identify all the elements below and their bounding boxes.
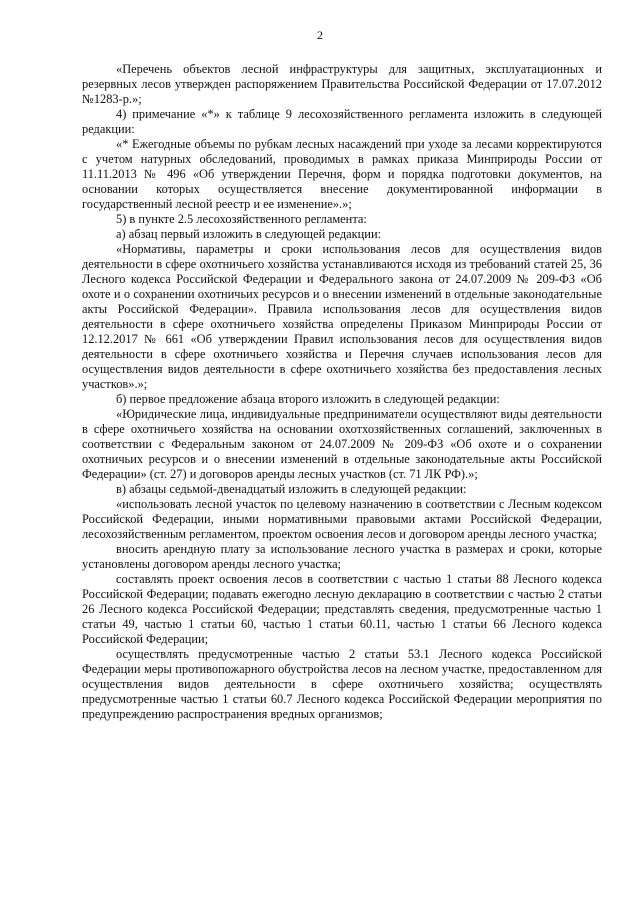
- paragraph: б) первое предложение абзаца второго изложить в следующей редакции:: [116, 392, 500, 406]
- paragraph: «Юридические лица, индивидуальные предприниматели осуществляют виды деятельности в сфере охотничьего хозяйства на основании охотхозяйственных соглашений, заключенных в соответствии с Федеральным законом от 24.07.2009 № 209-ФЗ «Об охоте и о сохранении охотничьих ресурсов и о внесении изменений в отдельные законодательные акты Российской Федерации» (ст. 27) и договоров аренды лесных участков (ст. 71 ЛК РФ).»;: [82, 407, 602, 481]
- paragraph: а) абзац первый изложить в следующей редакции:: [116, 227, 382, 241]
- page-number: 2: [317, 28, 323, 42]
- paragraph: осуществлять предусмотренные частью 2 статьи 53.1 Лесного кодекса Российской Федерации меры противопожарного обустройства лесов на лесном участке, предоставленном для осуществления видов деятельности в сфере охотничьего хозяйства; осуществлять предусмотренные частью 1 статьи 60.7 Лесного кодекса Российской Федерации мероприятия по предупреждению распространения вредных организмов;: [82, 647, 602, 721]
- paragraph: «использовать лесной участок по целевому назначению в соответствии с Лесным кодексом Российской Федерации, иными нормативными правовыми актами Российской Федерации, лесохозяйственным регламентом, проектом освоения лесов и договором аренды лесного участка;: [82, 497, 602, 541]
- paragraph: «* Ежегодные объемы по рубкам лесных насаждений при уходе за лесами корректируются с учетом натурных обследований, проводимых в рамках приказа Минприроды России от 11.11.2013 № 496 «Об утверждении Перечня, форм и порядка подготовки документов, на основании которых осуществляется внесение документированной информации в государственный лесной реестр и ее изменение».»;: [82, 137, 602, 211]
- paragraph: в) абзацы седьмой-двенадцатый изложить в следующей редакции:: [116, 482, 467, 496]
- paragraph: 5) в пункте 2.5 лесохозяйственного регламента:: [116, 212, 367, 226]
- paragraph: «Перечень объектов лесной инфраструктуры для защитных, эксплуатационных и резервных лесов утвержден распоряжением Правительства Российской Федерации от 17.07.2012 №1283-р.»;: [82, 62, 602, 106]
- paragraph: «Нормативы, параметры и сроки использования лесов для осуществления видов деятельности в сфере охотничьего хозяйства устанавливаются исходя из требований статей 25, 36 Лесного кодекса Российской Федерации и Федерального закона от 24.07.2009 № 209-ФЗ «Об охоте и о сохранении охотничьих ресурсов и о внесении изменений в отдельные законодательные акты Российской Федерации». Правила использования лесов для осуществления видов деятельности в сфере охотничьего хозяйства определены Приказом Минприроды России от 12.12.2017 № 661 «Об утверждении Правил использования лесов для осуществления видов деятельности в сфере охотничьего хозяйства и Перечня случаев использования лесов для осуществления видов деятельности в сфере охотничьего хозяйства без предоставления лесных участков».»;: [82, 242, 602, 391]
- paragraph: вносить арендную плату за использование лесного участка в размерах и сроки, которые установлены договором аренды лесного участка;: [82, 542, 602, 571]
- paragraph: составлять проект освоения лесов в соответствии с частью 1 статьи 88 Лесного кодекса Российской Федерации; подавать ежегодно лесную декларацию в соответствии с частью 2 статьи 26 Лесного кодекса Российской Федерации; представлять сведения, предусмотренные частью 1 статьи 49, частью 1 статьи 60, частью 1 статьи 60.11, частью 1 статьи 66 Лесного кодекса Российской Федерации;: [82, 572, 602, 646]
- document-body: [82, 62, 602, 722]
- paragraph: 4) примечание «*» к таблице 9 лесохозяйственного регламента изложить в следующей редакции:: [82, 107, 602, 136]
